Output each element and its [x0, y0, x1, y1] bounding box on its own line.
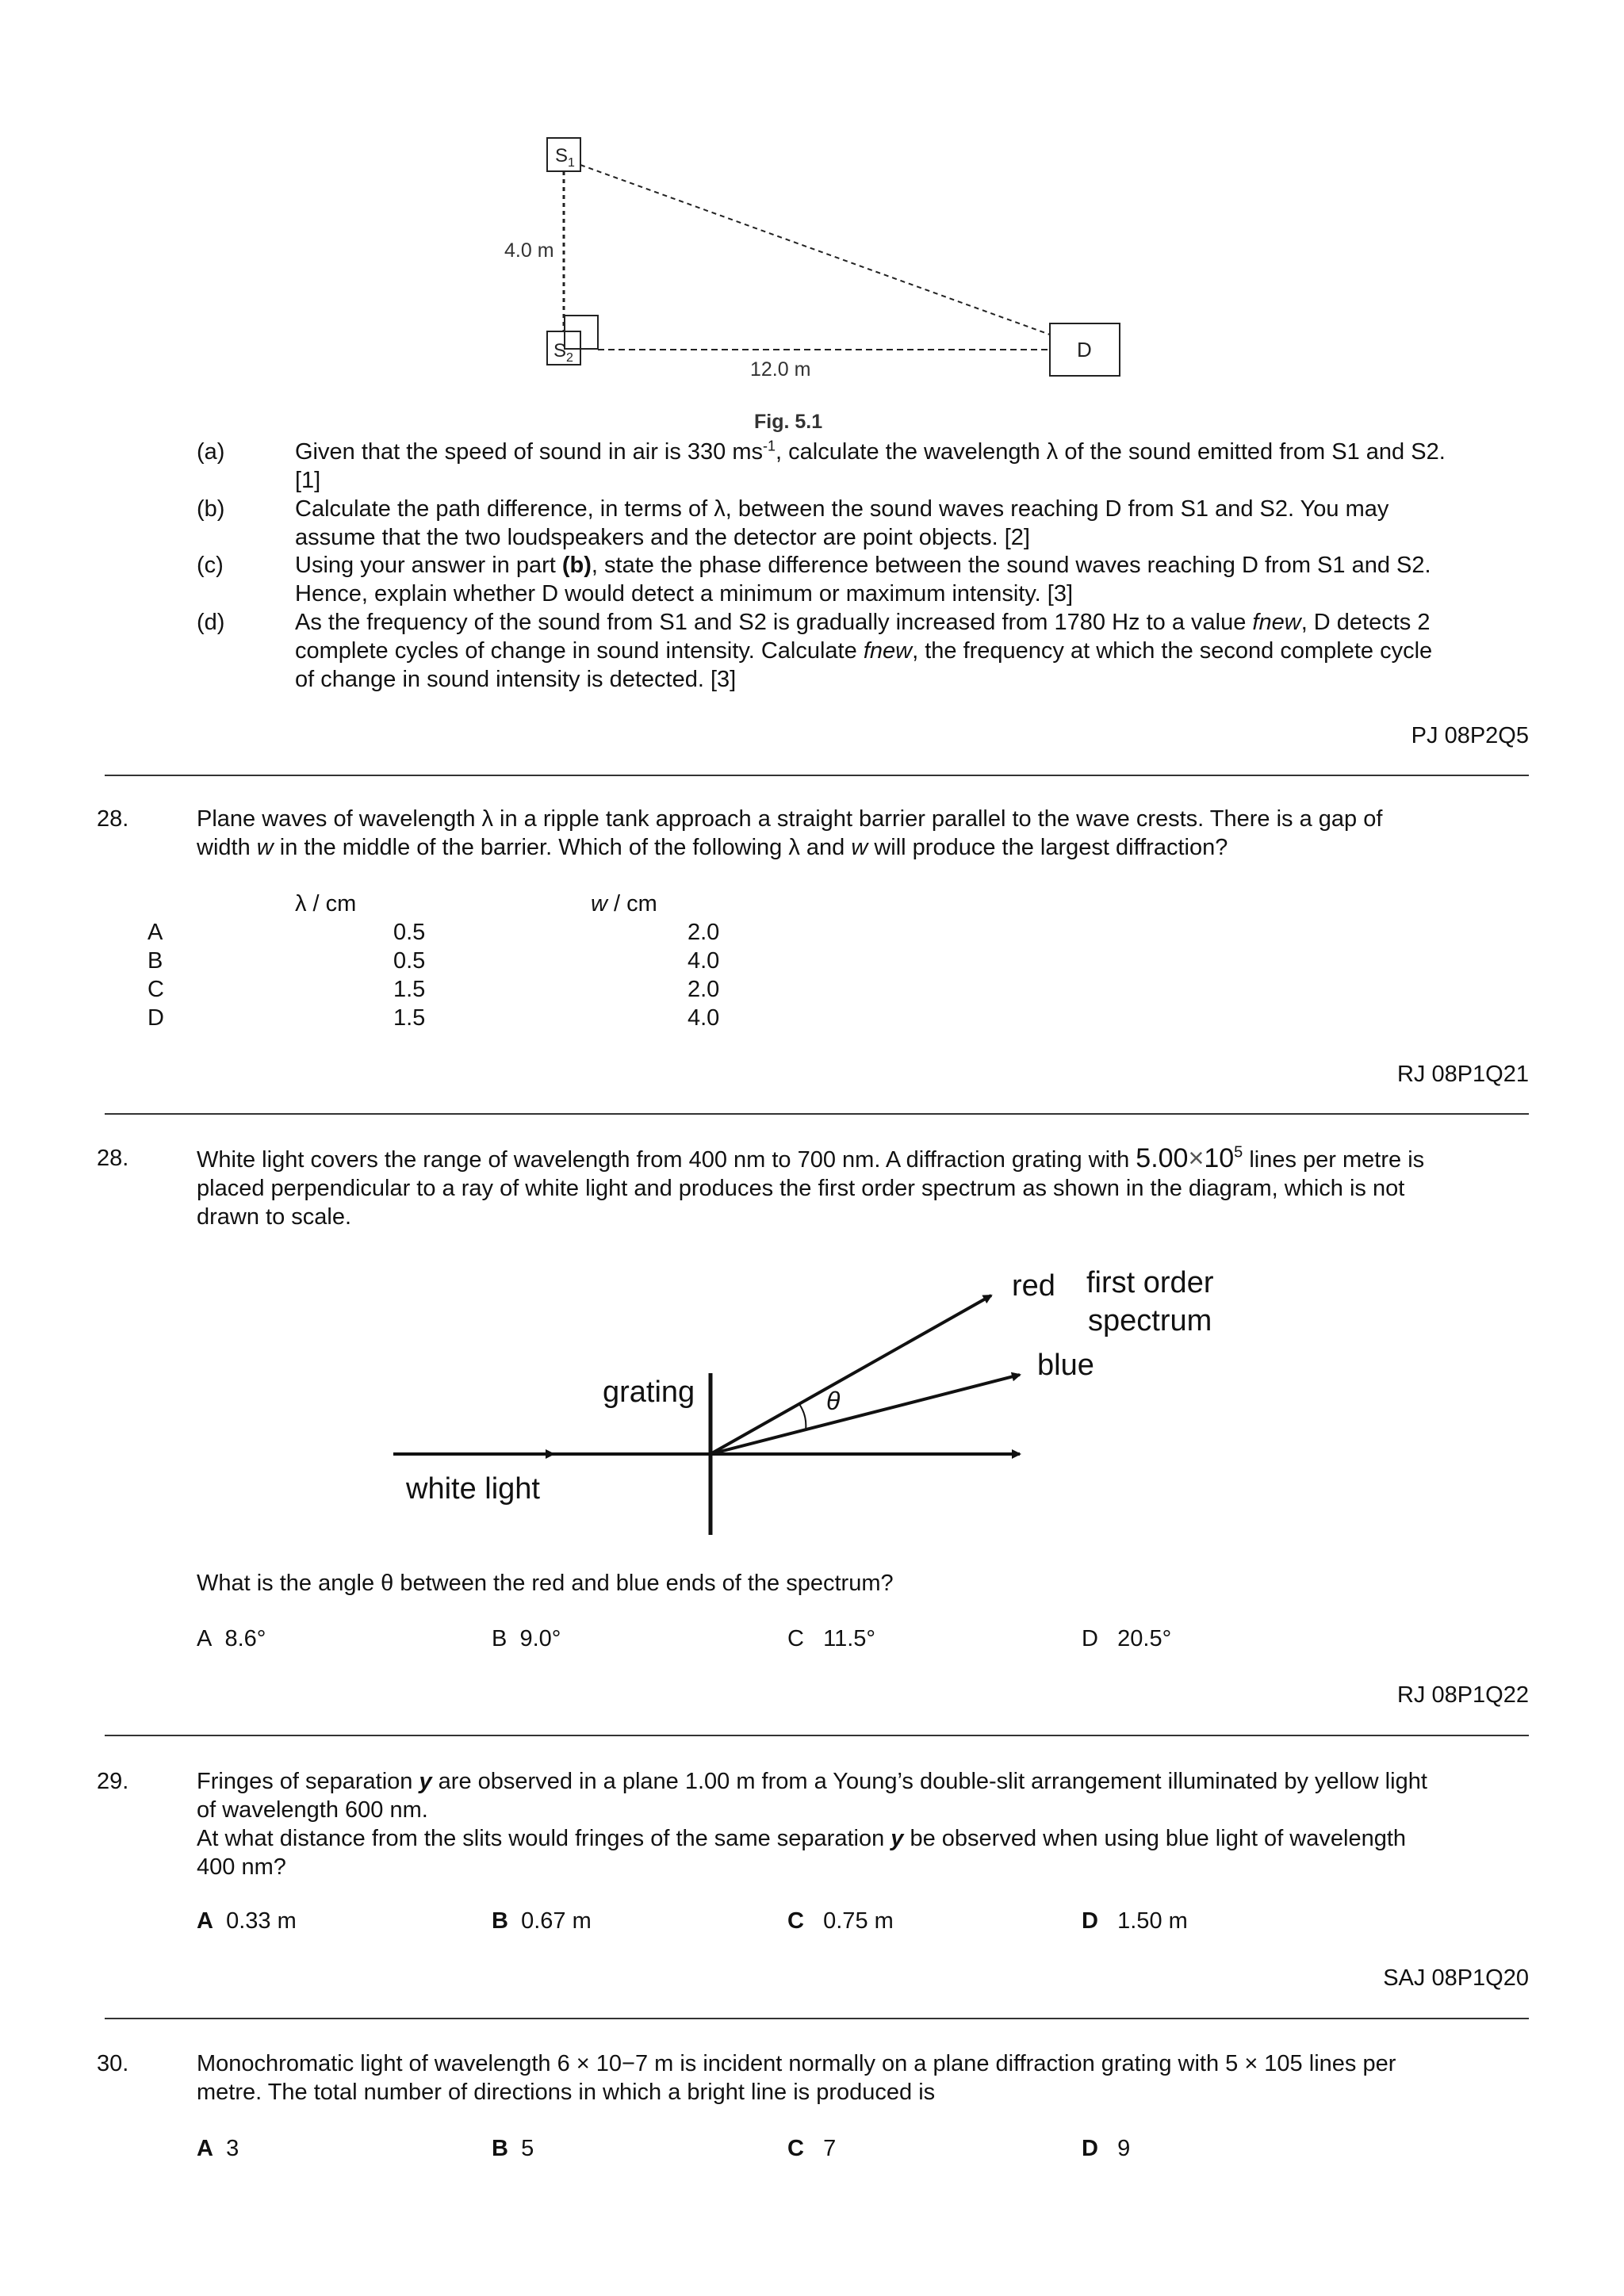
divider-3	[105, 1735, 1529, 1736]
row-b-lambda: 0.5	[393, 948, 426, 974]
red-label: red	[1012, 1269, 1055, 1303]
part-d-text: As the frequency of the sound from S1 and S2 is gradually increased from 1780 Hz to a value fnew, D detects 2 complete cycles of change in sound intensity. Calculate fnew, the frequency at which the second complete cycle of change in sound intensity is detected. [3]	[295, 610, 1433, 692]
blue-label: blue	[1037, 1349, 1094, 1382]
s2-label: $S_2$	[553, 340, 573, 365]
question-27-reference: PJ 08P2Q5	[1411, 723, 1529, 748]
row-b-w: 4.0	[688, 948, 720, 974]
row-c-lambda: 1.5	[393, 977, 426, 1002]
first-order-label: first order	[1086, 1266, 1214, 1299]
question-28b-reference: RJ 08P1Q22	[1396, 1682, 1529, 1708]
row-b-letter: B	[147, 948, 163, 974]
divider-4	[105, 2018, 1529, 2019]
col-header-w: w / cm	[591, 891, 657, 916]
part-a-label: (a)	[197, 439, 225, 465]
question-29-number: 29.	[97, 1769, 129, 1794]
theta-label: θ	[826, 1387, 841, 1415]
question-30-text: Monochromatic light of wavelength 6 × 10−7 m is incident normally on a plane diffraction grating with 5 × 105 lines per metre. The total number of directions in which a bright line is produced is	[197, 2051, 1396, 2105]
d-label: D	[1077, 338, 1092, 362]
part-c-text: Using your answer in part (b), state the phase difference between the sound waves reaching D from S1 and S2. Hence, explain whether D would detect a minimum or maximum intensity. [3]	[295, 553, 1431, 607]
theta-arc	[799, 1404, 806, 1430]
row-a-w: 2.0	[688, 920, 720, 945]
figure-caption: Fig. 5.1	[754, 411, 823, 433]
question-29-reference: SAJ 08P1Q20	[1383, 1965, 1529, 1991]
part-d-label: (d)	[197, 610, 225, 635]
row-c-w: 2.0	[688, 977, 720, 1002]
option-d: D 1.50 m	[1082, 1908, 1188, 1934]
horizontal-distance-label: 12.0 m	[750, 358, 811, 381]
part-c-label: (c)	[197, 553, 224, 578]
grating-diagram	[381, 1261, 1269, 1546]
question-28b-prompt: What is the angle θ between the red and blue ends of the spectrum?	[197, 1571, 894, 1596]
option-a: A 3	[197, 2136, 239, 2161]
option-c: C 11.5°	[787, 1626, 876, 1651]
part-b-text: Calculate the path difference, in terms of λ, between the sound waves reaching D from S1 and S2. You may assume that the two loudspeakers and the detector are point objects. [2]	[295, 496, 1389, 550]
option-d: D 20.5°	[1082, 1626, 1172, 1651]
divider-2	[105, 1113, 1529, 1115]
question-28b-text: White light covers the range of wavelength from 400 nm to 700 nm. A diffraction grating with $5.00\times 10^5$ lines per metre is placed perpendicular to a ray of white light and produces the first order spectrum as shown in the diagram, which is not drawn to scale.	[197, 1143, 1425, 1230]
row-c-letter: C	[147, 977, 164, 1002]
part-b-label: (b)	[197, 496, 225, 522]
fig-5-1-diagram	[476, 127, 1142, 444]
question-30-number: 30.	[97, 2051, 129, 2076]
question-28a-text: Plane waves of wavelength λ in a ripple tank approach a straight barrier parallel to the wave crests. There is a gap of width w in the middle of the barrier. Which of the following λ and w will produce the largest diffraction?	[197, 806, 1383, 860]
question-28a-reference: RJ 08P1Q21	[1396, 1062, 1529, 1087]
white-light-label: white light	[406, 1472, 540, 1506]
question-28b-number: 28.	[97, 1146, 129, 1171]
col-header-lambda: λ / cm	[295, 891, 357, 916]
diagonal-dashed-line	[580, 165, 1050, 335]
question-29-text: Fringes of separation y are observed in a plane 1.00 m from a Young’s double-slit arrangement illuminated by yellow light of wavelength 600 nm. At what distance from the slits would fringes of the same separation y be observed when using blue light of wavelength 400 nm?	[197, 1769, 1427, 1880]
option-b: B 9.0°	[492, 1626, 561, 1651]
row-a-lambda: 0.5	[393, 920, 426, 945]
row-d-letter: D	[147, 1005, 164, 1031]
option-c: C 0.75 m	[787, 1908, 894, 1934]
red-ray	[710, 1295, 991, 1454]
part-a-text: Given that the speed of sound in air is 330 $ms^{-1}$, calculate the wavelength λ of the sound emitted from S1 and S2. [1]	[295, 438, 1446, 493]
grating-label: grating	[603, 1376, 695, 1409]
divider-1	[105, 775, 1529, 776]
s1-label: $S_1$	[555, 145, 575, 170]
option-a: A 0.33 m	[197, 1908, 297, 1934]
option-a: A 8.6°	[197, 1626, 266, 1651]
option-b: B 5	[492, 2136, 534, 2161]
option-c: C 7	[787, 2136, 837, 2161]
spectrum-label: spectrum	[1088, 1304, 1212, 1337]
blue-ray	[710, 1375, 1020, 1454]
option-b: B 0.67 m	[492, 1908, 592, 1934]
row-a-letter: A	[147, 920, 163, 945]
question-28a-number: 28.	[97, 806, 129, 832]
row-d-w: 4.0	[688, 1005, 720, 1031]
option-d: D 9	[1082, 2136, 1131, 2161]
row-d-lambda: 1.5	[393, 1005, 426, 1031]
vertical-distance-label: 4.0 m	[504, 239, 554, 262]
